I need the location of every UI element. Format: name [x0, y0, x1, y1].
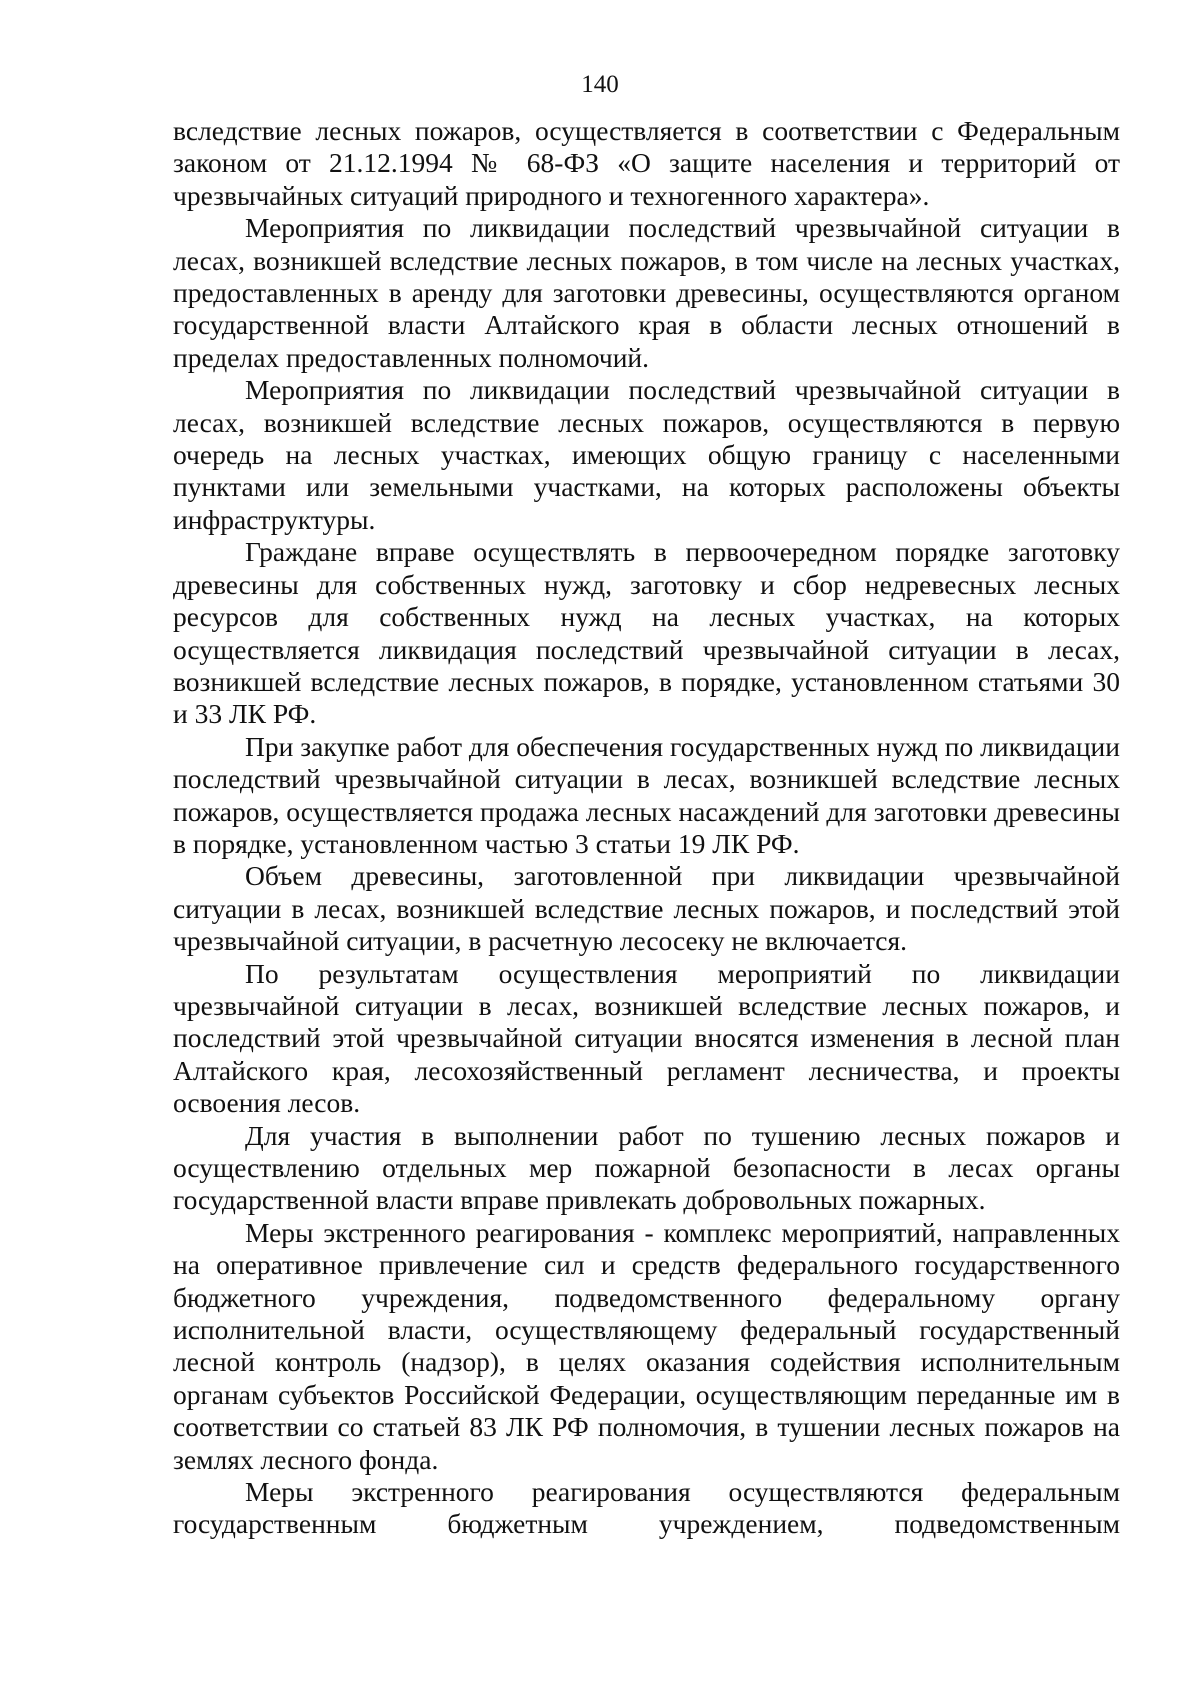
paragraph: Граждане вправе осуществлять в первоочередном порядке заготовку древесины для собственных нужд, заготовку и сбор недревесных лесных ресурсов для собственных нужд на лесных участках, на которых осуществляется ликвидация последствий чрезвычайной ситуации в лесах, возникшей вследствие лесных пожаров, в порядке, установленном статьями 30 и 33 ЛК РФ.: [173, 536, 1120, 730]
paragraph: При закупке работ для обеспечения государственных нужд по ликвидации последствий чрезвычайной ситуации в лесах, возникшей вследствие лесных пожаров, осуществляется продажа лесных насаждений для заготовки древесины в порядке, установленном частью 3 статьи 19 ЛК РФ.: [173, 730, 1120, 859]
paragraph: Меры экстренного реагирования - комплекс мероприятий, направленных на оперативное привлечение сил и средств федерального государственного бюджетного учреждения, подведомственного федеральному органу исполнительной власти, осуществляющему федеральный государственный лесной контроль (надзор), в целях оказания содействия исполнительным органам субъектов Российской Федерации, осуществляющим переданные им в соответствии со статьей 83 ЛК РФ полномочия, в тушении лесных пожаров на землях лесного фонда.: [173, 1216, 1120, 1475]
paragraph: По результатам осуществления мероприятий по ликвидации чрезвычайной ситуации в лесах, возникшей вследствие лесных пожаров, и последствий этой чрезвычайной ситуации вносятся изменения в лесной план Алтайского края, лесохозяйственный регламент лесничества, и проекты освоения лесов.: [173, 957, 1120, 1119]
paragraph: Объем древесины, заготовленной при ликвидации чрезвычайной ситуации в лесах, возникшей вследствие лесных пожаров, и последствий этой чрезвычайной ситуации, в расчетную лесосеку не включается.: [173, 860, 1120, 957]
page-number: 140: [581, 71, 619, 98]
paragraph: вследствие лесных пожаров, осуществляется в соответствии с Федеральным законом от 21.12.1994 № 68-ФЗ «О защите населения и территорий от чрезвычайных ситуаций природного и техногенного характера».: [173, 115, 1120, 211]
paragraph: Мероприятия по ликвидации последствий чрезвычайной ситуации в лесах, возникшей вследствие лесных пожаров, в том числе на лесных участках, предоставленных в аренду для заготовки древесины, осуществляются органом государственной власти Алтайского края в области лесных отношений в пределах предоставленных полномочий.: [173, 212, 1120, 373]
paragraph: Мероприятия по ликвидации последствий чрезвычайной ситуации в лесах, возникшей вследствие лесных пожаров, осуществляются в первую очередь на лесных участках, имеющих общую границу с населенными пунктами или земельными участками, на которых расположены объекты инфраструктуры.: [173, 374, 1120, 535]
document-body: [173, 115, 1120, 1541]
paragraph: Для участия в выполнении работ по тушению лесных пожаров и осуществлению отдельных мер пожарной безопасности в лесах органы государственной власти вправе привлекать добровольных пожарных.: [173, 1119, 1120, 1216]
paragraph: Меры экстренного реагирования осуществляются федеральным государственным бюджетным учреждением, подведомственным: [173, 1476, 1120, 1540]
